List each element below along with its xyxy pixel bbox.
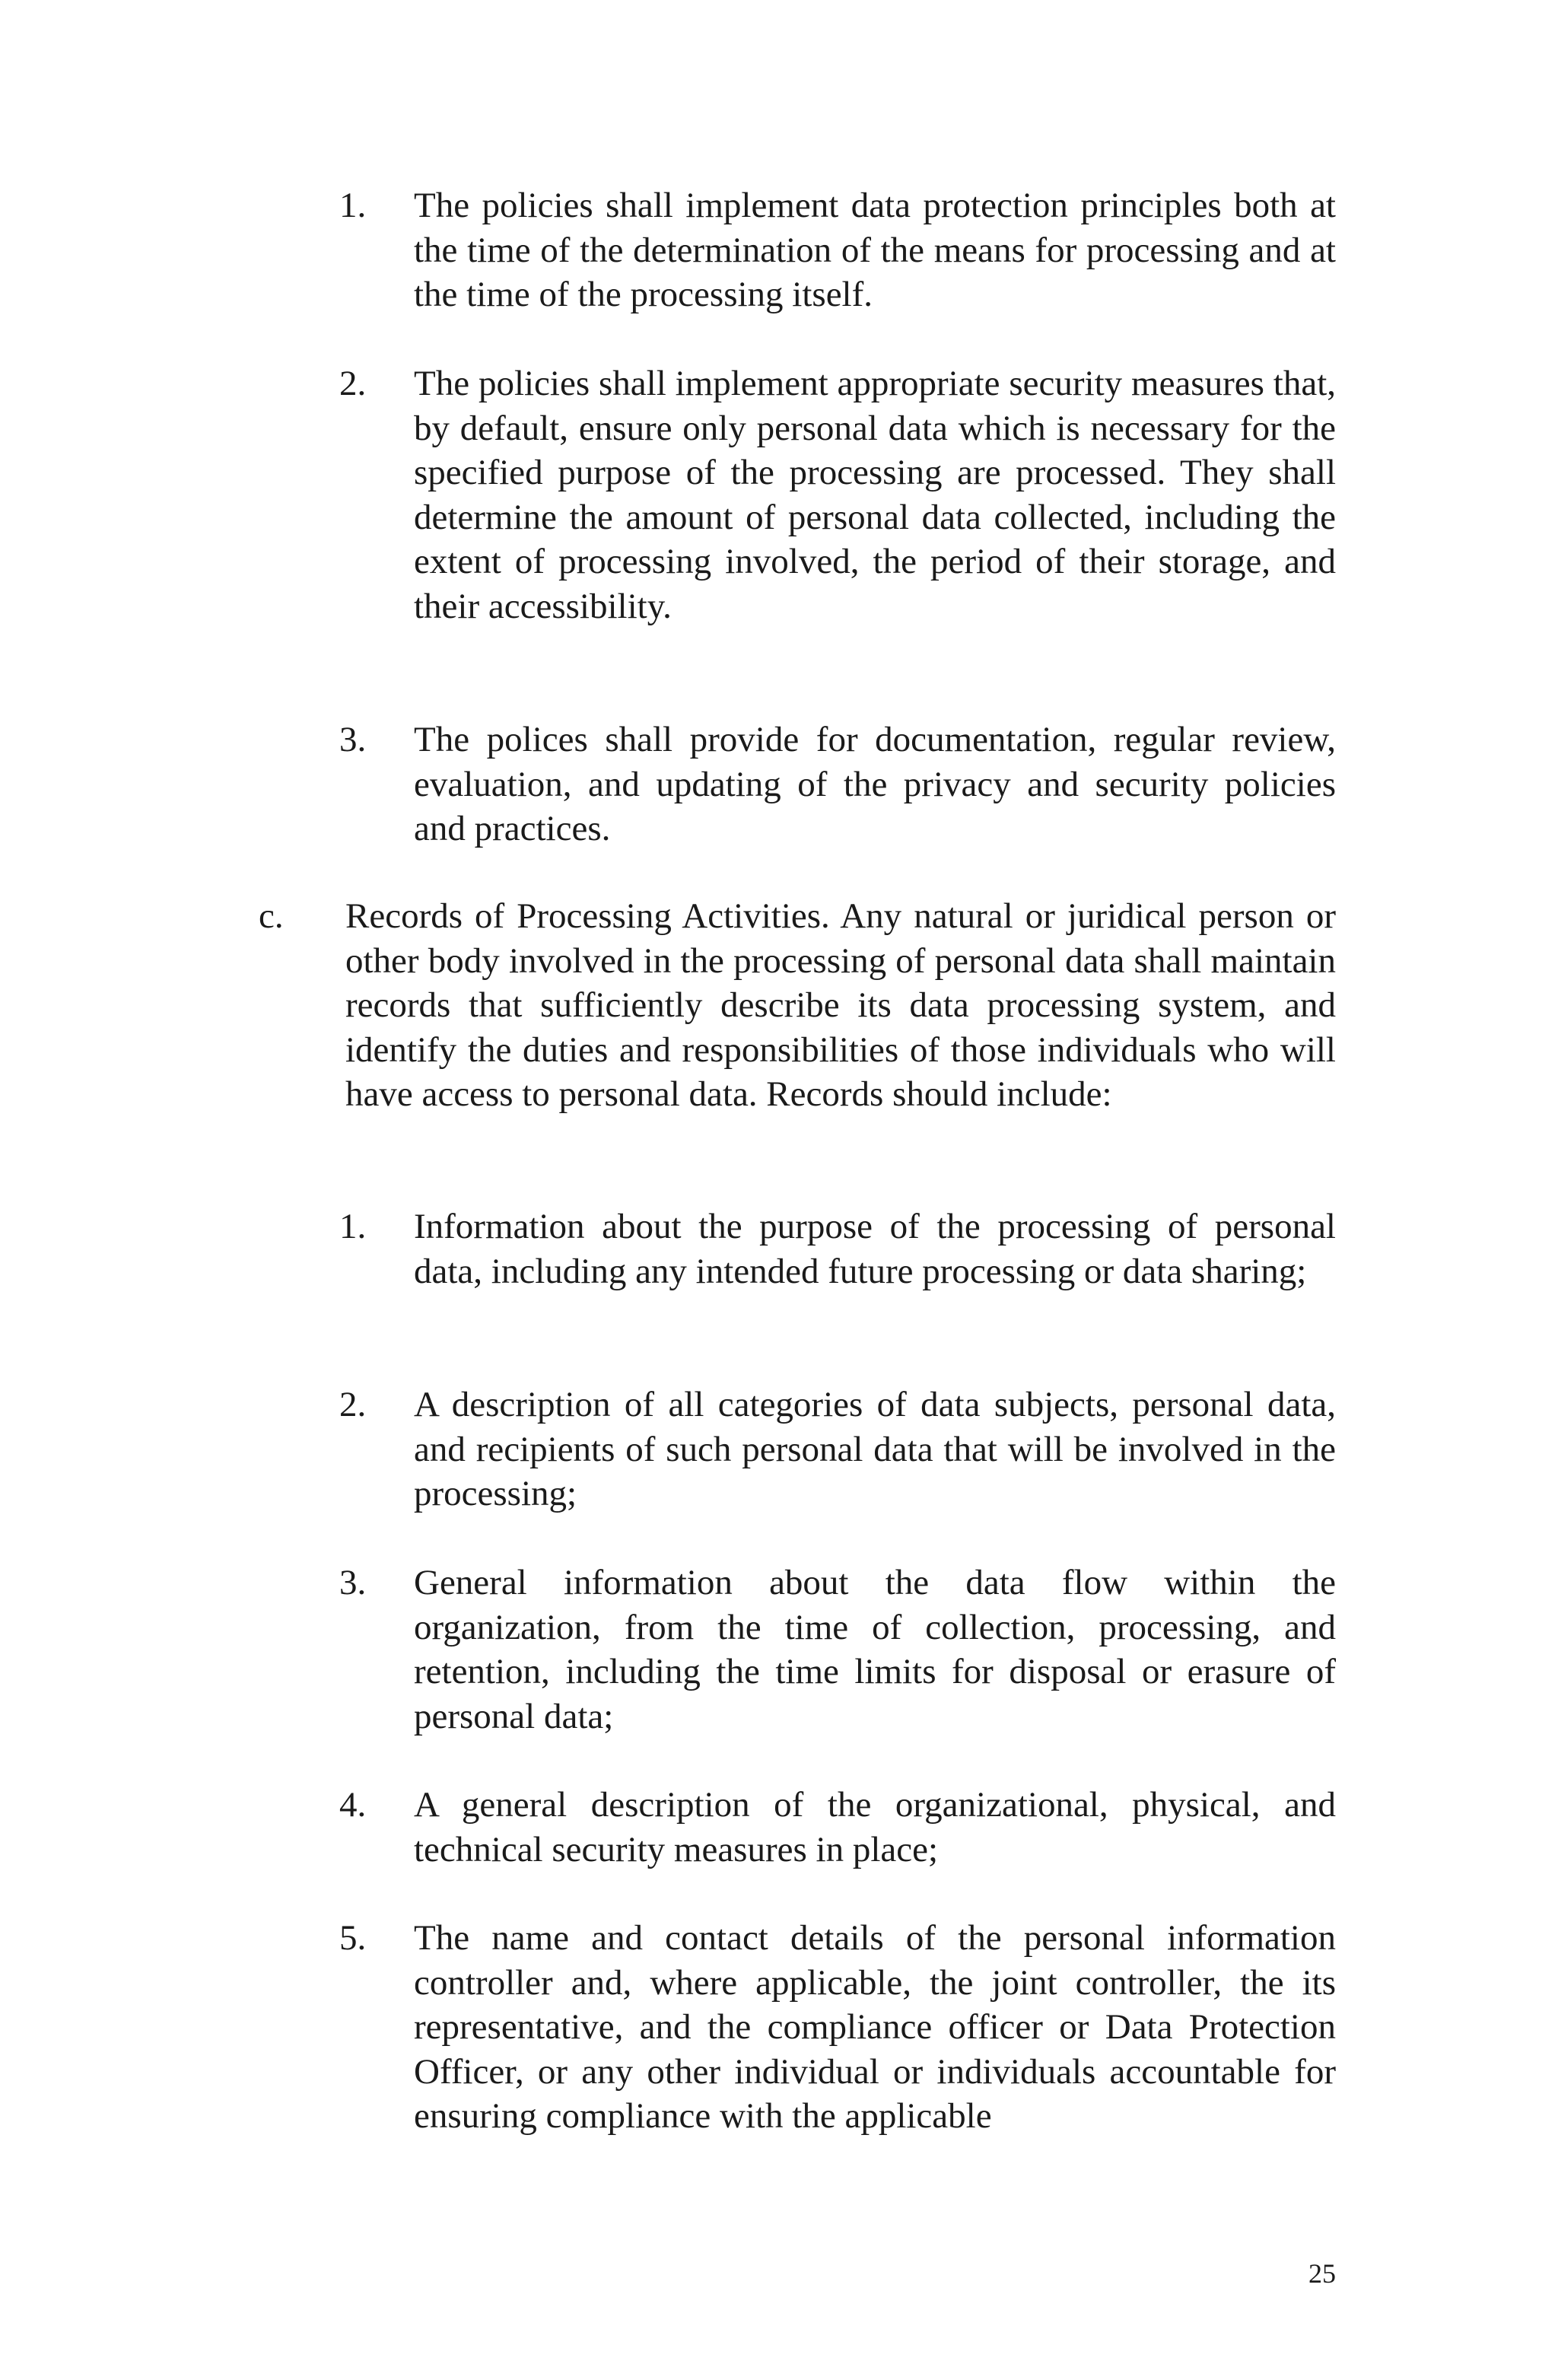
list-item-number: 3. — [339, 720, 367, 759]
list-item-text: The polices shall provide for documentation, regular review, evaluation, and updating of the privacy and security policies and practices. — [414, 720, 1336, 849]
list-item-text: Information about the purpose of the processing of personal data, including any intended future processing or data sharing; — [414, 1207, 1336, 1291]
list-item — [339, 1382, 1336, 1516]
list-item-number: 3. — [339, 1563, 367, 1602]
list-item-number: 5. — [339, 1918, 367, 1958]
list-item-number: 1. — [339, 186, 367, 225]
list-item — [339, 361, 1336, 629]
list-item-text: A description of all categories of data subjects, personal data, and recipients of such personal data that will be involved in the processing; — [414, 1385, 1336, 1514]
list-item — [339, 1783, 1336, 1872]
section-c-paragraph — [259, 894, 1336, 1117]
list-item-text: A general description of the organizational, physical, and technical security measures in place; — [414, 1785, 1336, 1869]
page-number: 25 — [1308, 2258, 1336, 2289]
section-text: Records of Processing Activities. Any natural or juridical person or other body involved in the processing of personal data shall maintain records that sufficiently describe its data processing system, and identify the duties and responsibilities of those individuals who will have access to personal data. Records should include: — [345, 896, 1336, 1115]
list-item-text: The name and contact details of the personal information controller and, where applicable, the joint controller, the its representative, and the compliance officer or Data Protection Officer, or any other individual or individuals accountable for ensuring compliance with the applicable — [414, 1918, 1336, 2137]
list-item — [339, 1204, 1336, 1293]
section-letter: c. — [259, 896, 284, 936]
list-item-number: 2. — [339, 364, 367, 403]
list-item-number: 2. — [339, 1385, 367, 1424]
list-item-text: The policies shall implement data protection principles both at the time of the determination of the means for processing and at the time of the processing itself. — [414, 186, 1336, 315]
list-item-number: 1. — [339, 1207, 367, 1246]
list-item-number: 4. — [339, 1785, 367, 1825]
list-item — [339, 1561, 1336, 1739]
list-item — [339, 718, 1336, 851]
list-item-text: General information about the data flow within the organization, from the time of collection, processing, and retention, including the time limits for disposal or erasure of personal data; — [414, 1563, 1336, 1736]
list-item — [339, 183, 1336, 317]
list-item — [339, 1916, 1336, 2139]
list-item-text: The policies shall implement appropriate security measures that, by default, ensure only personal data which is necessary for the specified purpose of the processing are processed. They shall determine the amount of personal data collected, including the extent of processing involved, the period of their storage, and their accessibility. — [414, 364, 1336, 626]
